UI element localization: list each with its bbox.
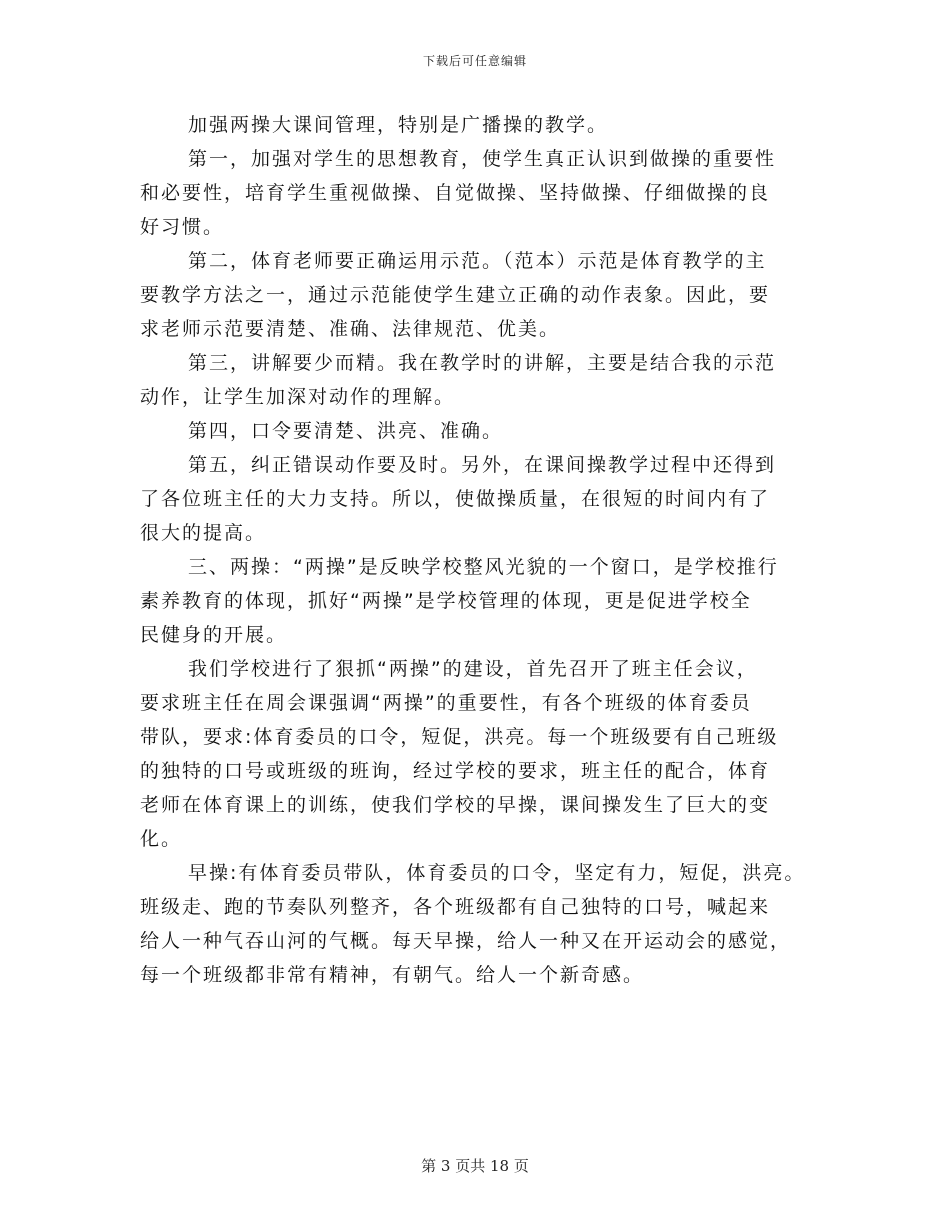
text-line: 动作，让学生加深对动作的理解。 (140, 386, 456, 408)
text-line: 老师在体育课上的训练，使我们学校的早操，课间操发生了巨大的变 (140, 794, 771, 816)
text-line: 和必要性，培育学生重视做操、自觉做操、坚持做操、仔细做操的良 (140, 182, 771, 204)
text-line: 好习惯。 (140, 216, 225, 238)
text-line: 的独特的口号或班级的班询，经过学校的要求，班主任的配合，体育 (140, 760, 771, 782)
text-line: 第一，加强对学生的思想教育，使学生真正认识到做操的重要性 (188, 148, 777, 170)
text-line: 化。 (140, 828, 183, 850)
text-line: 要教学方法之一，通过示范能使学生建立正确的动作表象。因此，要 (140, 284, 771, 306)
text-line: 了各位班主任的大力支持。所以，使做操质量，在很短的时间内有了 (140, 488, 771, 510)
page-header: 下载后可任意编辑 (422, 54, 527, 68)
text-line: 第三，讲解要少而精。我在教学时的讲解，主要是结合我的示范 (188, 352, 777, 374)
text-line: 求老师示范要清楚、准确、法律规范、优美。 (140, 318, 561, 340)
text-line: 第二，体育老师要正确运用示范。（范本）示范是体育教学的主 (188, 250, 767, 272)
page-number: 第 3 页共 18 页 (421, 1157, 529, 1175)
text-line: 我们学校进行了狠抓“两操”的建设，首先召开了班主任会议， (188, 658, 758, 680)
text-line: 要求班主任在周会课强调“两操”的重要性，有各个班级的体育委员 (140, 692, 752, 714)
text-line: 民健身的开展。 (140, 624, 288, 646)
text-line: 素养教育的体现，抓好“两操”是学校管理的体现，更是促进学校全 (140, 590, 752, 612)
text-line: 带队，要求:体育委员的口令，短促，洪亮。每一个班级要有自己班级 (140, 726, 779, 748)
text-line: 第五，纠正错误动作要及时。另外，在课间操教学过程中还得到 (188, 454, 777, 476)
text-line: 早操:有体育委员带队，体育委员的口令，坚定有力，短促，洪亮。 (188, 862, 806, 884)
text-line: 三、两操：“两操”是反映学校整风光貌的一个窗口，是学校推行 (188, 556, 779, 578)
text-line: 每一个班级都非常有精神，有朝气。给人一个新奇感。 (140, 964, 645, 986)
text-line: 很大的提高。 (140, 522, 267, 544)
text-line: 第四，口令要清楚、洪亮、准确。 (188, 420, 504, 442)
text-line: 给人一种气吞山河的气概。每天早操，给人一种又在开运动会的感觉， (140, 930, 792, 952)
document-body (140, 108, 840, 992)
text-line: 班级走、跑的节奏队列整齐，各个班级都有自己独特的口号，喊起来 (140, 896, 771, 918)
text-line: 加强两操大课间管理，特别是广播操的教学。 (188, 114, 609, 136)
